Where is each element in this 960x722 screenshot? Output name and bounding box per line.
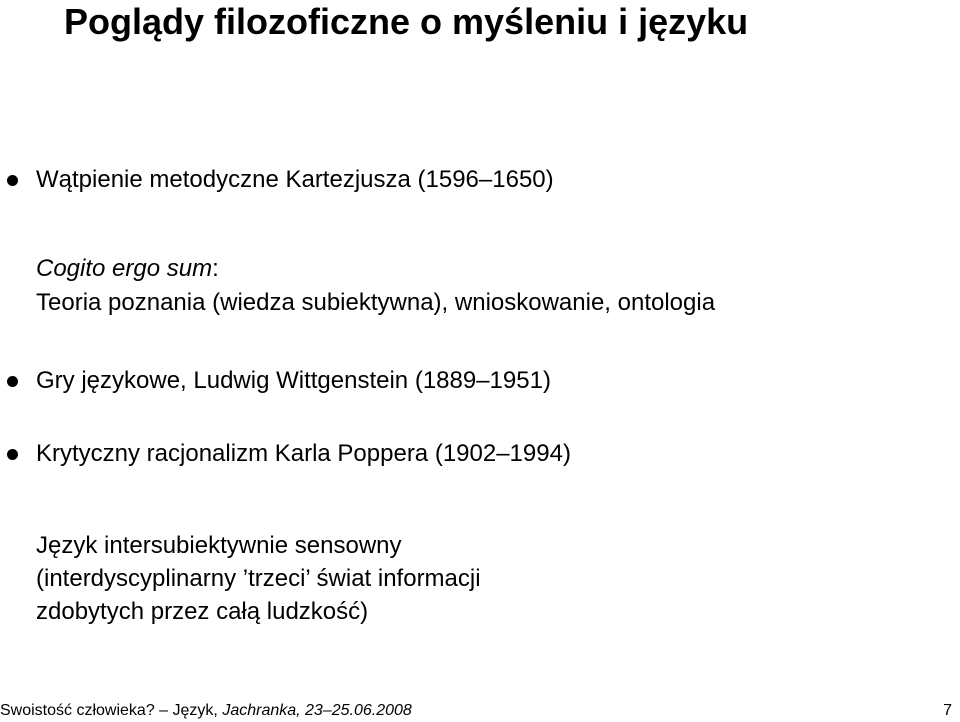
footer-text — [0, 700, 412, 722]
footer-prefix: Swoistość człowieka? – Język, — [0, 702, 223, 719]
footer-venue: Jachranka, 23–25.06.2008 — [222, 702, 412, 719]
bullet-item-wittgenstein: Gry językowe, Ludwig Wittgenstein (1889–1951) — [36, 367, 551, 394]
bullet-icon — [7, 376, 18, 387]
bullet-icon — [7, 449, 18, 460]
cogito-line — [36, 254, 219, 284]
cogito-phrase: Cogito ergo sum — [36, 255, 213, 282]
slide-title: Poglądy filozoficzne o myśleniu i języku — [64, 1, 749, 42]
cogito-colon: : — [212, 255, 219, 282]
footer — [0, 700, 960, 722]
language-line-3: zdobytych przez całą ludzkość) — [36, 598, 369, 625]
bullet-icon — [7, 175, 18, 186]
language-line-1: Język intersubiektywnie sensowny — [36, 532, 402, 559]
page-number: 7 — [943, 702, 952, 719]
bullet-item-popper: Krytyczny racjonalizm Karla Poppera (1902–1994) — [36, 440, 571, 467]
epistemology-line: Teoria poznania (wiedza subiektywna), wnioskowanie, ontologia — [36, 289, 716, 316]
bullet-item-descartes: Wątpienie metodyczne Kartezjusza (1596–1650) — [36, 166, 554, 193]
language-line-2: (interdyscyplinarny ’trzeci’ świat informacji — [36, 565, 481, 592]
